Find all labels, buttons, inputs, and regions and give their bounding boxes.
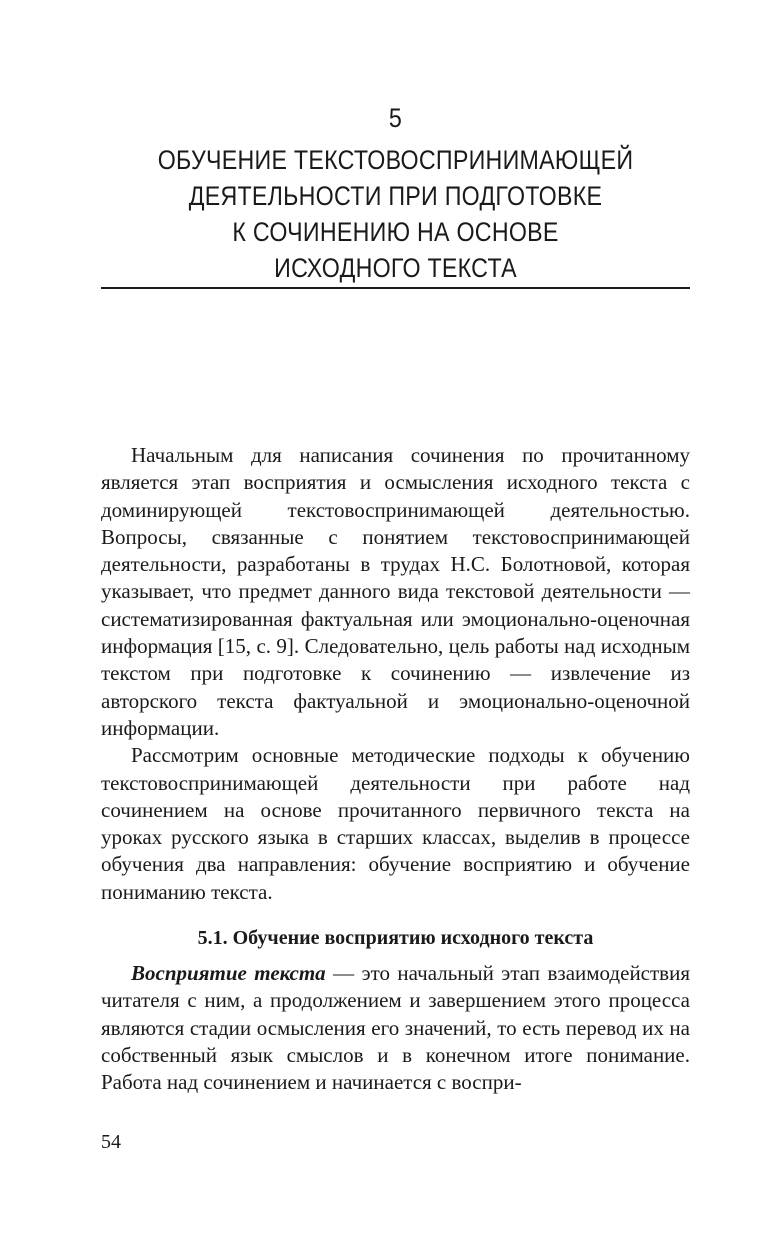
- chapter-title-line: ОБУЧЕНИЕ ТЕКСТОВОСПРИНИМАЮЩЕЙ: [157, 145, 634, 175]
- intro-text: [101, 442, 690, 906]
- paragraph-text: — это начальный этап взаимодействия читателя с ним, а продолжением и завершением этого процесса являются стадии осмысления его значений, то есть перевод их на собственный язык смыслов и в конечном итоге понимание. Работа над сочинением и начинается с воспри-: [101, 961, 690, 1095]
- chapter-title-line: К СОЧИНЕНИЮ НА ОСНОВЕ: [232, 217, 559, 247]
- paragraph: Рассмотрим основные методические подходы к обучению текстовоспринимающей деятельности при работе над сочинением на основе прочитанного первичного текста на уроках русского языка в старших классах, выделив в процессе обучения два направления: обучение восприятию и обучение пониманию текста.: [101, 743, 690, 904]
- paragraph: [101, 960, 690, 1096]
- emphasized-term: Восприятие текста: [131, 961, 326, 985]
- chapter-title-line: ДЕЯТЕЛЬНОСТИ ПРИ ПОДГОТОВКЕ: [188, 181, 603, 211]
- chapter-title-line: ИСХОДНОГО ТЕКСТА: [274, 253, 517, 283]
- paragraph: Начальным для написания сочинения по прочитанному является этап восприятия и осмысления исходного текста с доминирующей текстовоспринимающей деятельностью. Вопросы, связанные с понятием текстовоспринимающей деятельности, разработаны в трудах Н.С. Болотновой, которая указывает, что предмет данного вида текстовой деятельности — систематизированная фактуальная или эмоционально-оценочная информация [15, с. 9]. Следовательно, цель работы над исходным текстом при подготовке к сочинению — извлечение из авторского текста фактуальной и эмоционально-оценочной информации.: [101, 443, 690, 740]
- page-number: 54: [101, 1131, 121, 1153]
- section-heading: 5.1. Обучение восприятию исходного текста: [197, 927, 594, 949]
- header-divider: [101, 287, 690, 289]
- chapter-number: 5: [388, 103, 403, 133]
- chapter-header: [142, 100, 649, 286]
- section-text: [101, 960, 690, 1096]
